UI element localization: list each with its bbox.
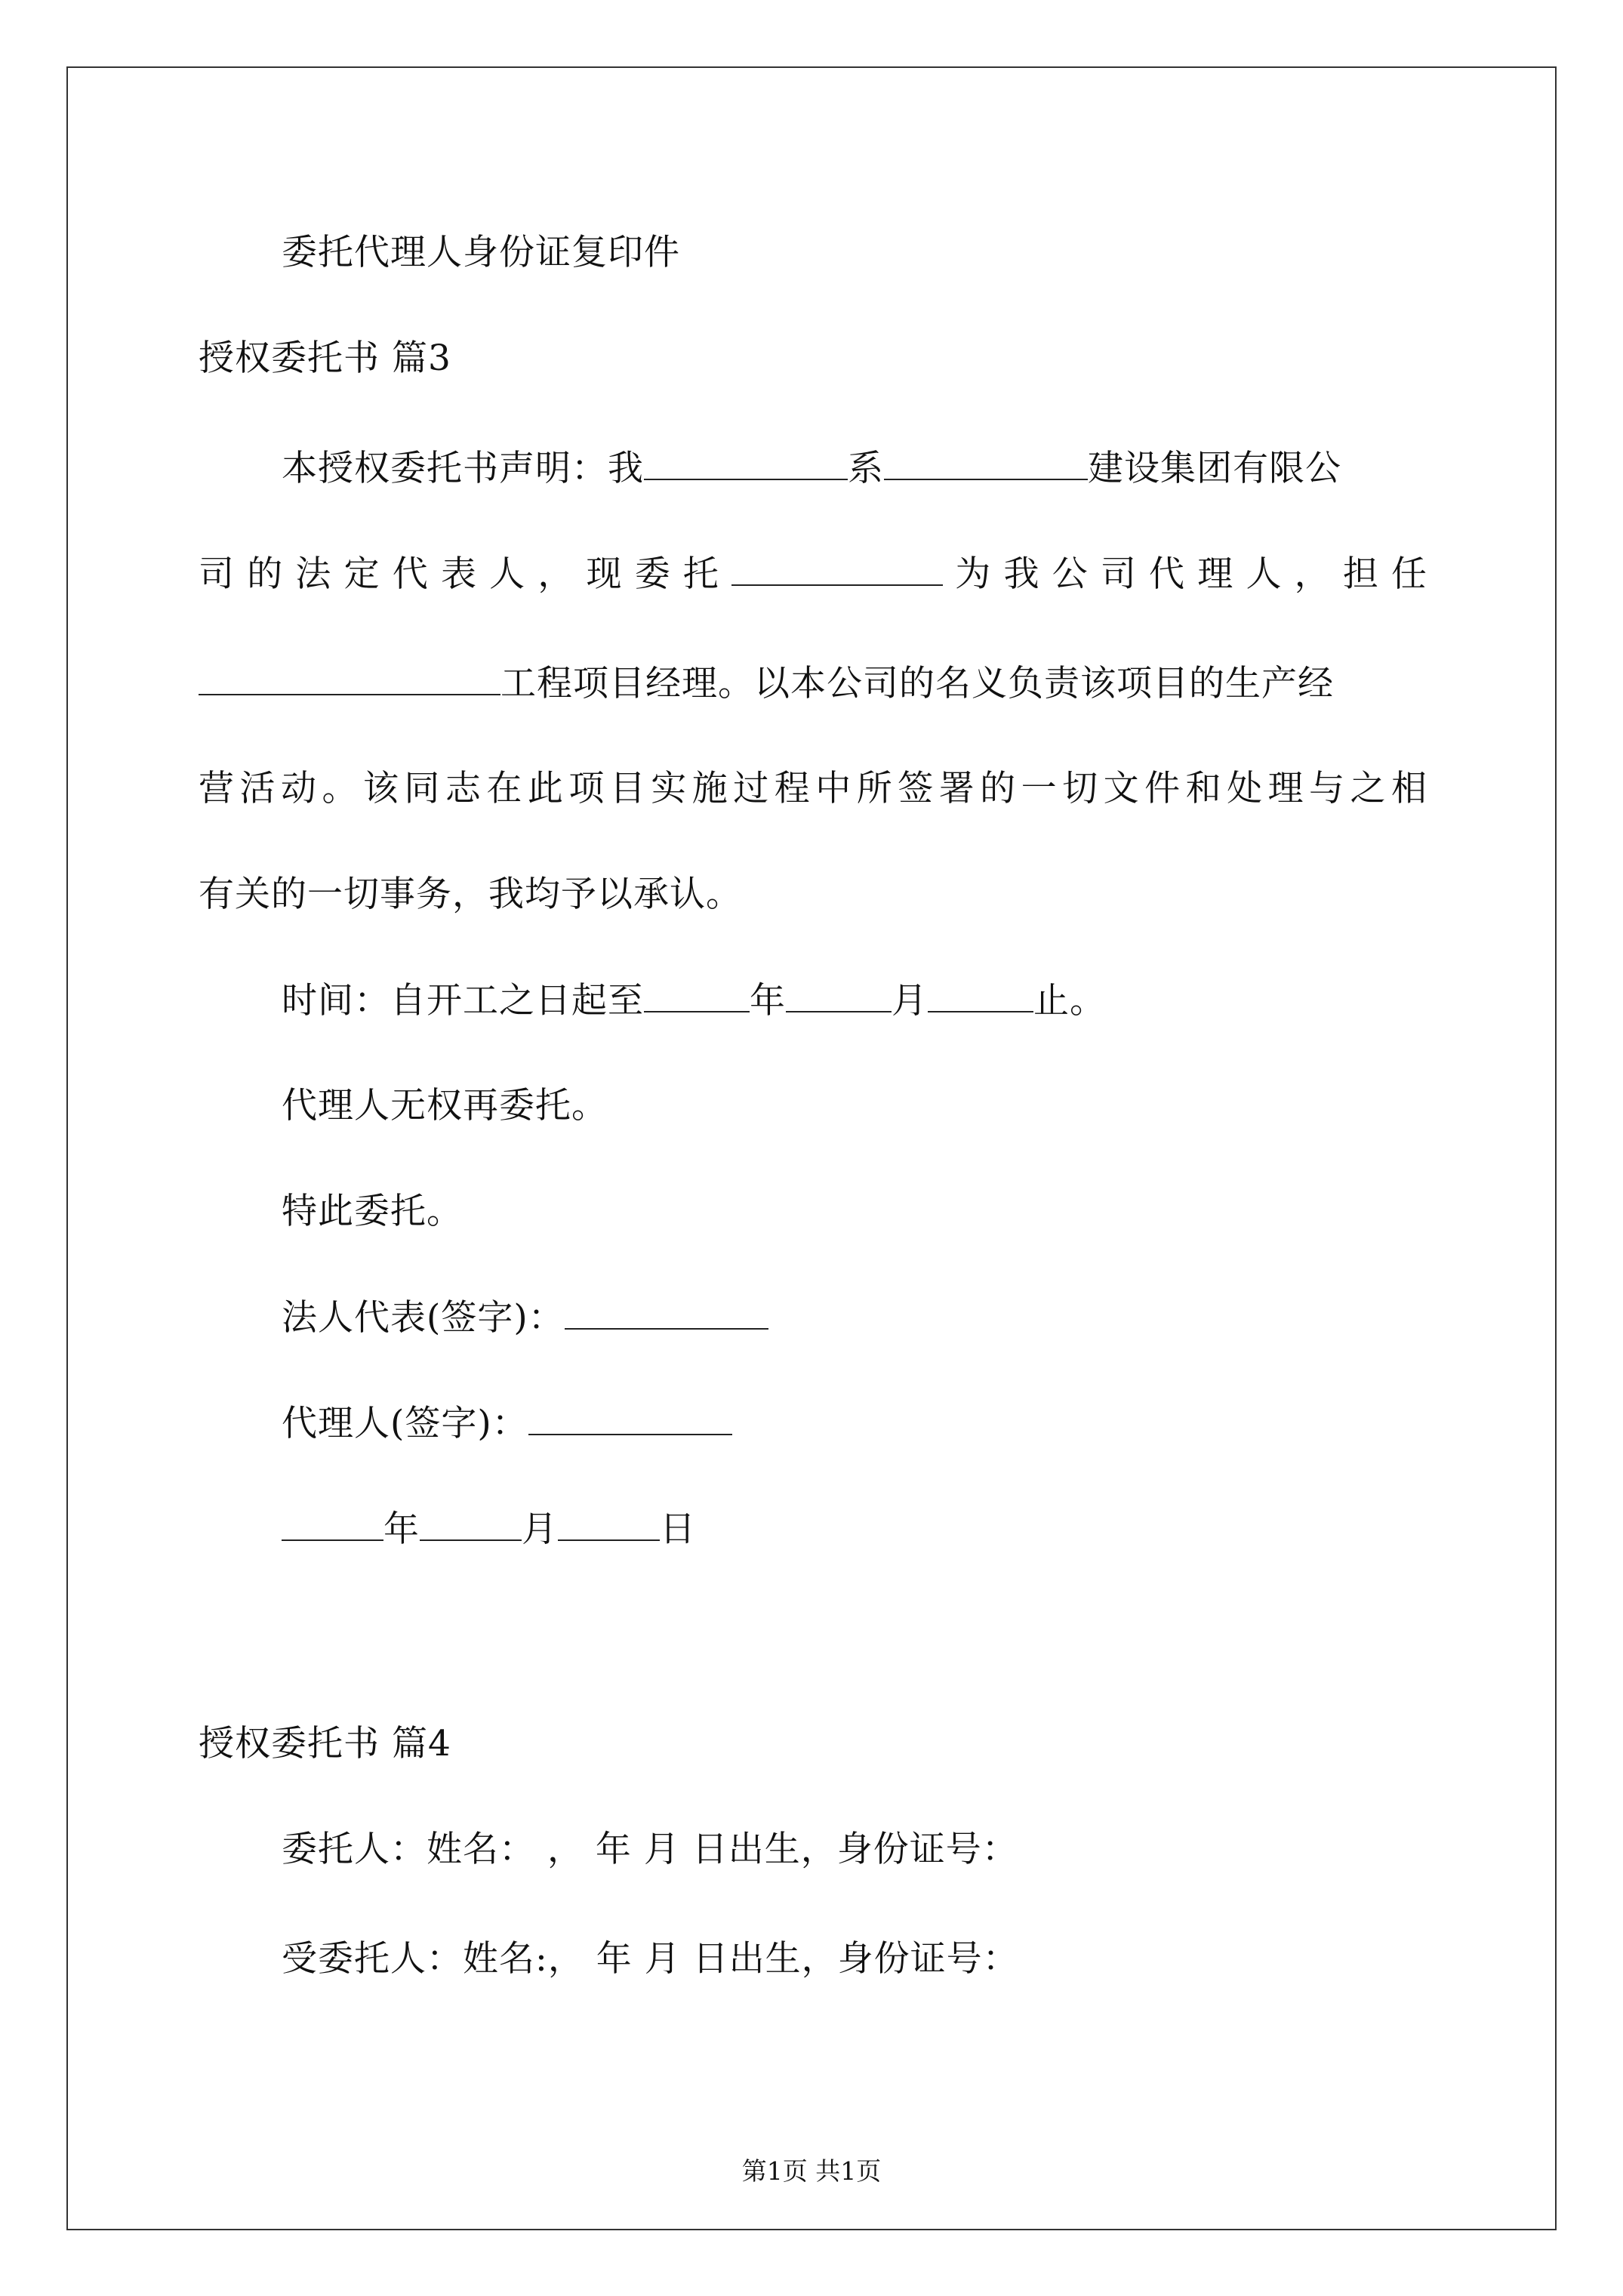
- section-heading-4: 授权委托书 篇4: [199, 1723, 451, 1764]
- text-segment: 本授权委托书声明：我: [282, 448, 644, 489]
- text-segment: 司的法定代表人，现委托: [199, 553, 732, 595]
- legal-rep-signature-line: [282, 1295, 768, 1341]
- text-segment: 工程项目经理。以本公司的名义负责该项目的生产经: [500, 663, 1334, 704]
- blank-field-name[interactable]: [644, 445, 848, 480]
- page-border: [66, 66, 1557, 2230]
- text-segment: 止。: [1033, 980, 1106, 1022]
- paragraph-line-4: 营活动。该同志在此项目实施过程中所签署的一切文件和处理与之相: [199, 768, 1427, 809]
- blank-field-project[interactable]: [199, 661, 500, 695]
- hereby-line: 特此委托。: [282, 1191, 463, 1232]
- paragraph-line-5: 有关的一切事务，我均予以承认。: [199, 874, 742, 915]
- text-segment: 年: [750, 980, 786, 1022]
- paragraph-line-2: [199, 551, 1427, 597]
- date-month-field[interactable]: [420, 1506, 522, 1541]
- blank-field-month[interactable]: [786, 978, 892, 1012]
- text-segment: 年: [383, 1509, 420, 1550]
- page-footer: 第1页 共1页: [741, 2156, 882, 2186]
- text-segment: 月: [892, 980, 928, 1022]
- section-heading-3: 授权委托书 篇3: [199, 337, 451, 379]
- agent-signature-line: [282, 1401, 732, 1447]
- time-line: [282, 978, 1106, 1024]
- text-segment: 为我公司代理人，担任: [943, 553, 1428, 595]
- date-line: [282, 1506, 696, 1552]
- date-year-field[interactable]: [282, 1506, 383, 1541]
- text-segment: 法人代表(签字)：: [282, 1297, 565, 1339]
- text-segment: 日: [660, 1509, 696, 1550]
- principal-line: 委托人：姓名： ， 年 月 日出生，身份证号：: [282, 1829, 1018, 1870]
- agent-signature-field[interactable]: [528, 1401, 732, 1435]
- text-id-copy: 委托代理人身份证复印件: [282, 232, 680, 273]
- text-segment: 建设集团有限公: [1088, 448, 1341, 489]
- text-segment: 月: [522, 1509, 558, 1550]
- blank-field-end[interactable]: [928, 978, 1033, 1012]
- no-reentrust-line: 代理人无权再委托。: [282, 1085, 608, 1126]
- blank-field-company[interactable]: [884, 445, 1088, 480]
- text-segment: 代理人(签字)：: [282, 1403, 528, 1444]
- agent-info-line: 受委托人：姓名:， 年 月 日出生，身份证号：: [282, 1938, 1019, 1980]
- blank-field-year[interactable]: [644, 978, 750, 1012]
- paragraph-line-1: [282, 445, 1341, 492]
- blank-field-agent[interactable]: [731, 551, 943, 586]
- text-segment: 时间：自开工之日起至: [282, 980, 644, 1022]
- paragraph-line-3: [199, 661, 1334, 707]
- date-day-field[interactable]: [558, 1506, 660, 1541]
- legal-rep-signature-field[interactable]: [565, 1295, 768, 1330]
- text-segment: 系: [848, 448, 884, 489]
